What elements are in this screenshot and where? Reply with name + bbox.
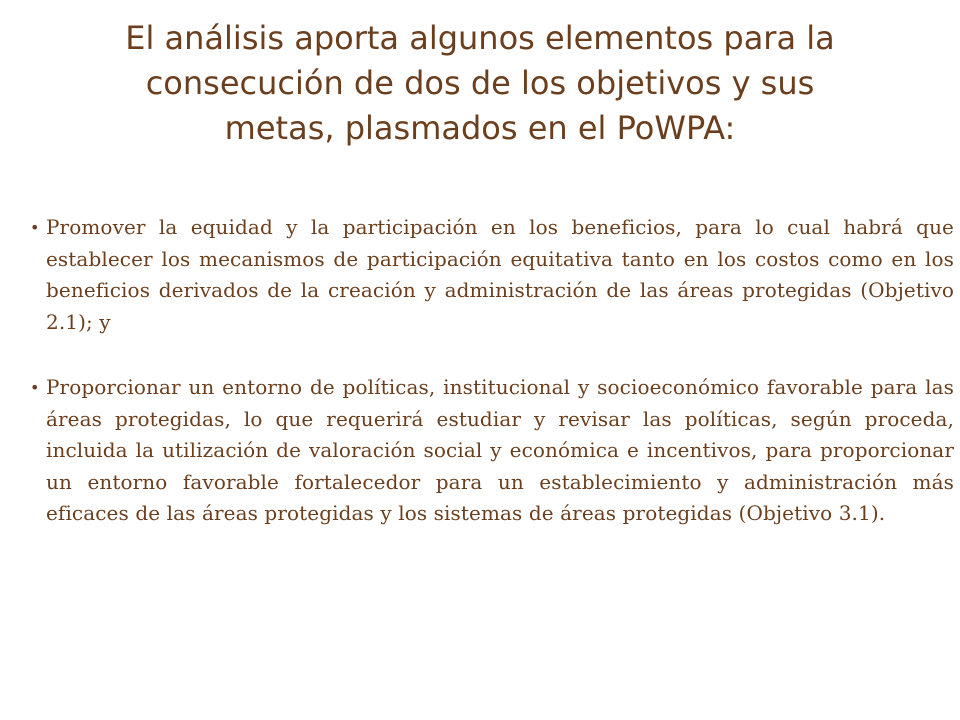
bullet-text: Proporcionar un entorno de políticas, institucional y socioeconómico favorable para las áreas protegidas, lo que requerirá estudiar y revisar las políticas, según proceda, incluida la utilización de valoración social y económica e incentivos, para proporcionar un entorno favorable fortalecedor para un establecimiento y administración más eficaces de las áreas protegidas y los sistemas de áreas protegidas (Objetivo 3.1).	[46, 375, 954, 525]
bullet-item	[30, 372, 954, 530]
bullet-dot-icon: •	[30, 378, 40, 397]
bullet-item	[30, 212, 954, 338]
bullet-text: Promover la equidad y la participación en los beneficios, para lo cual habrá que establecer los mecanismos de participación equitativa tanto en los costos como en los beneficios derivados de la creación y administración de las áreas protegidas (Objetivo 2.1); y	[46, 215, 954, 334]
bullet-dot-icon: •	[30, 218, 40, 237]
bullet-list	[30, 212, 954, 564]
slide-title: El análisis aporta algunos elementos para la consecución de dos de los objetivos y sus metas, plasmados en el PoWPA:	[125, 19, 835, 147]
